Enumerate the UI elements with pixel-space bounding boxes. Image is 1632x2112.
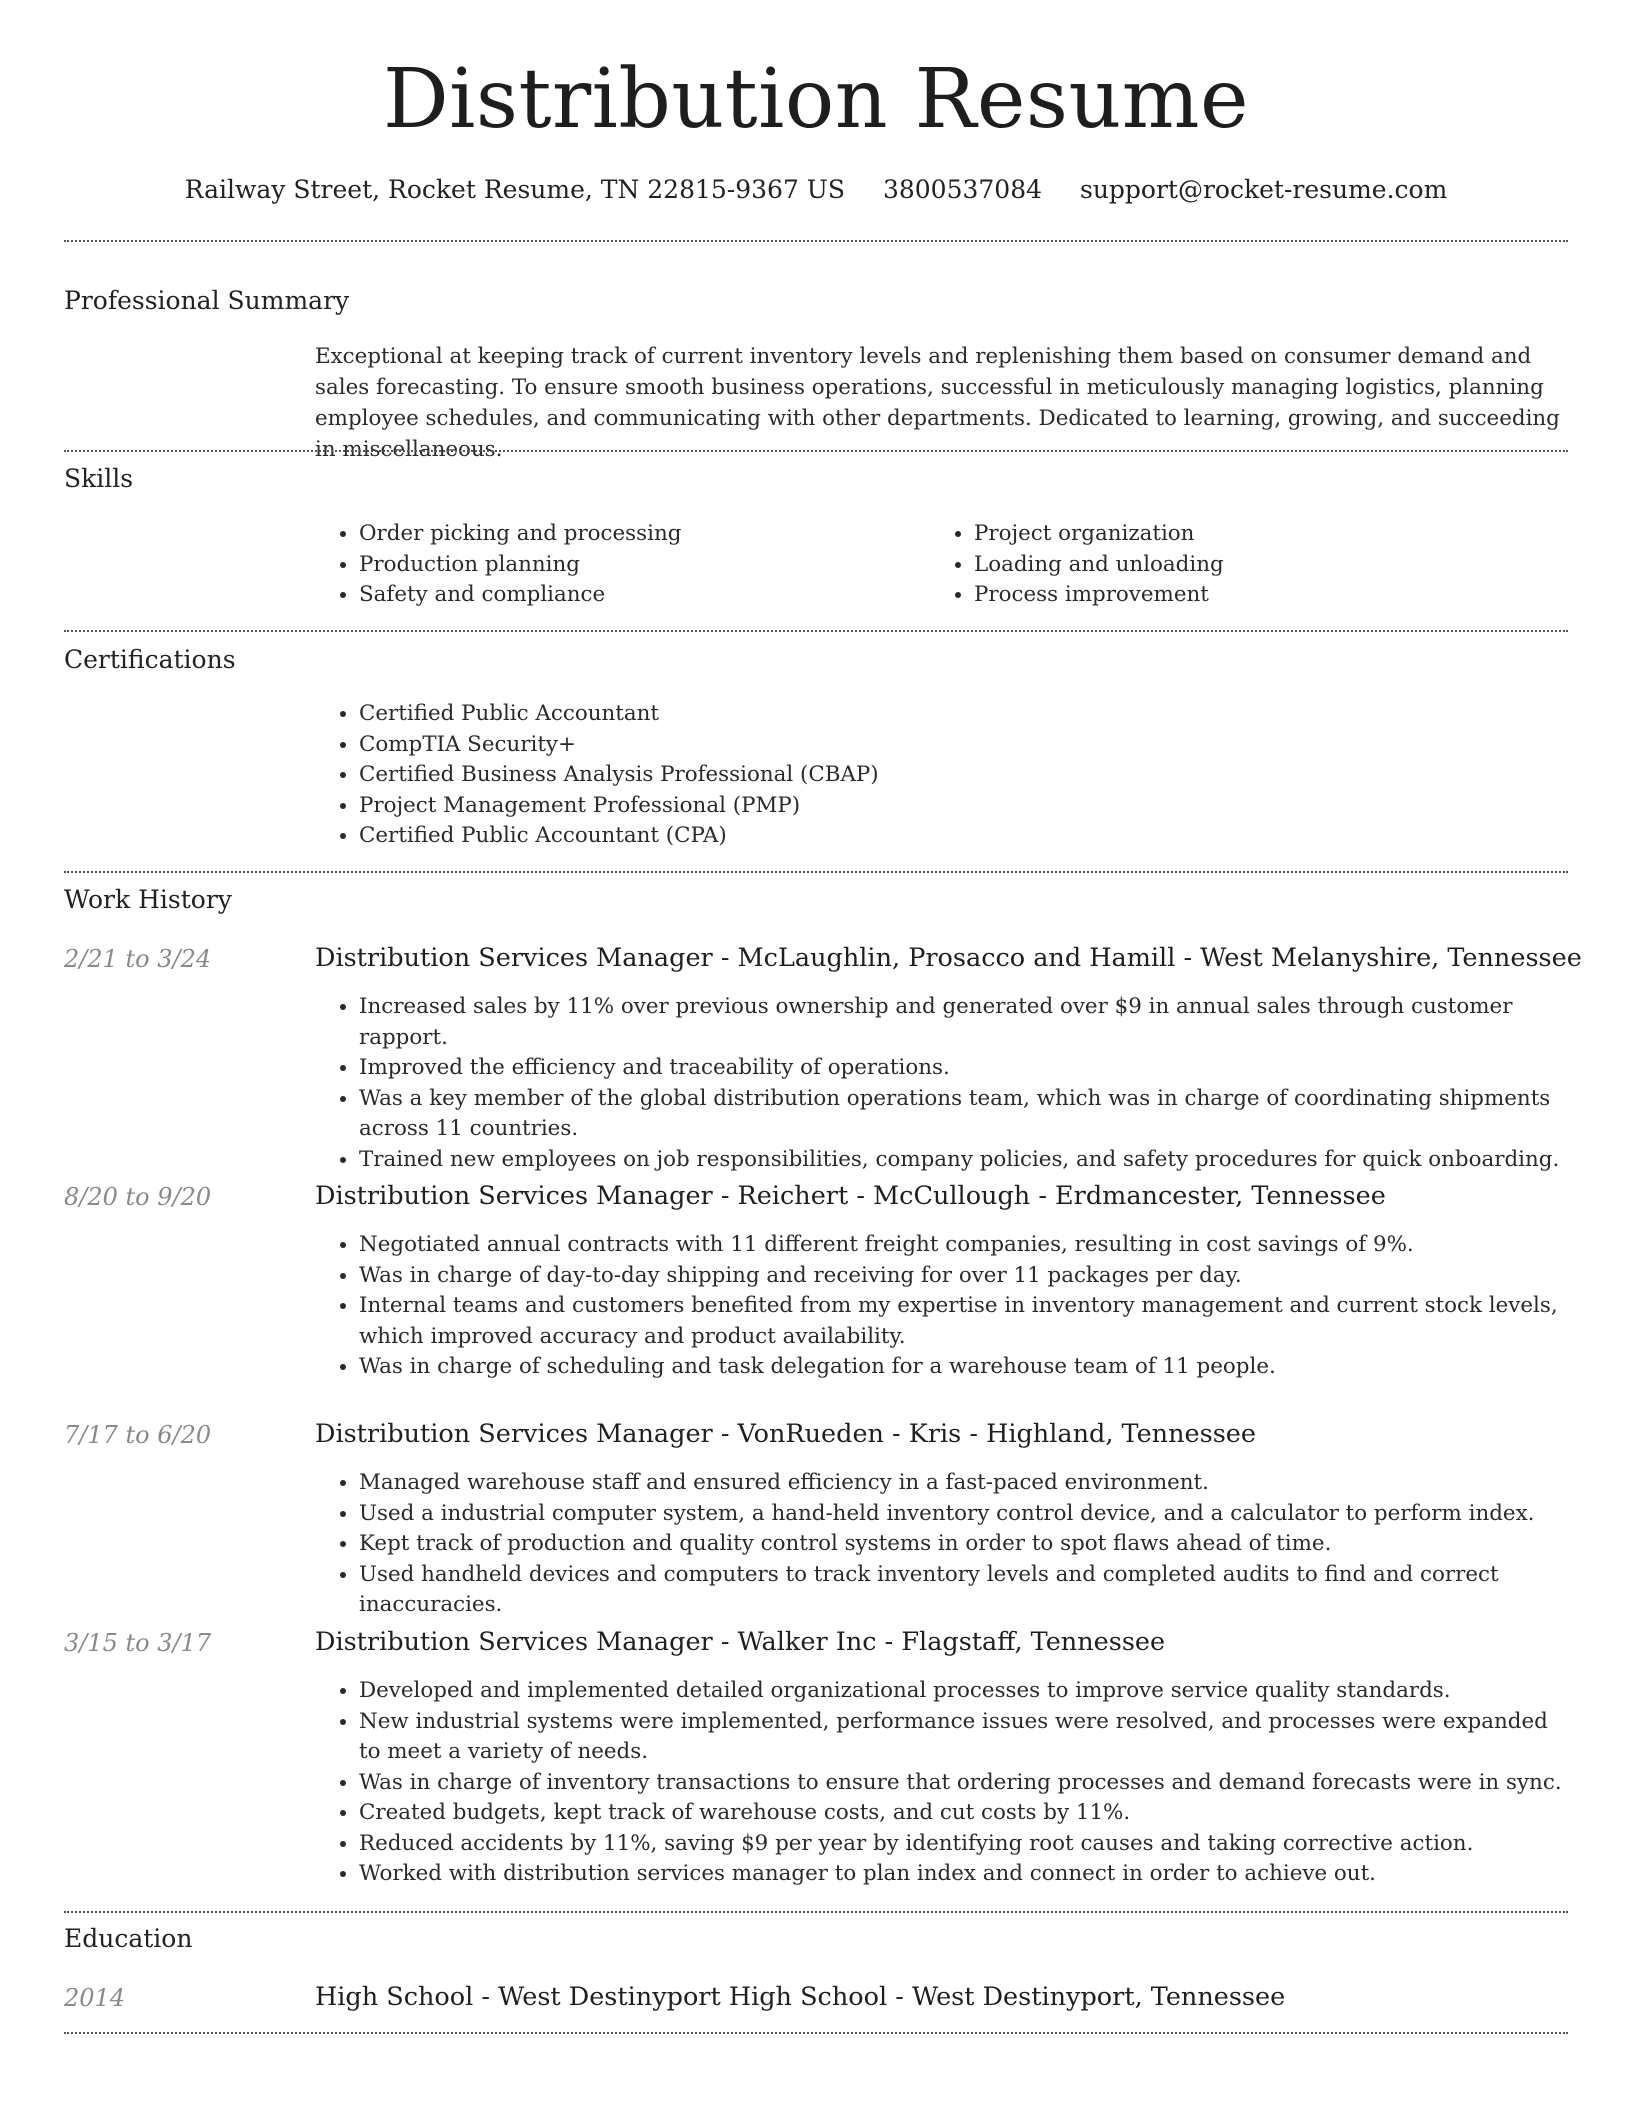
list-item: • Used handheld devices and computers to track inventory levels and completed audits to find and correct inaccuracies. [359,1560,1568,1621]
education-year: 2014 [64,1984,126,2012]
divider [64,240,1568,242]
list-item: • Project Management Professional (PMP) [359,791,1559,822]
list-item: • Trained new employees on job responsibilities, company policies, and safety procedures for quick onboarding. [359,1145,1568,1176]
job-dates: 7/17 to 6/20 [64,1421,212,1449]
list-item: • Project organization [974,519,1534,550]
job-dates: 2/21 to 3/24 [64,945,212,973]
contact-email[interactable]: support@rocket-resume.com [1079,175,1448,204]
list-item: • Was in charge of scheduling and task delegation for a warehouse team of 11 people. [359,1352,1568,1383]
skills-list-right [930,519,1534,611]
list-item: • Used a industrial computer system, a hand-held inventory control device, and a calculator to perform index. [359,1499,1568,1530]
contact-phone: 3800537084 [882,175,1043,204]
section-title-education: Education [64,1924,193,1953]
list-item: • Was in charge of inventory transactions to ensure that ordering processes and demand forecasts were in sync. [359,1768,1568,1799]
list-item: • Kept track of production and quality control systems in order to spot flaws ahead of time. [359,1529,1568,1560]
certifications-list [315,699,1559,852]
list-item: • Created budgets, kept track of warehouse costs, and cut costs by 11%. [359,1798,1568,1829]
list-item: • Internal teams and customers benefited from my expertise in inventory management and current stock levels, which improved accuracy and product availability. [359,1291,1568,1352]
divider [64,630,1568,632]
summary-text: Exceptional at keeping track of current inventory levels and replenishing them based on consumer demand and sales forecasting. To ensure smooth business operations, successful in meticulously managing logistics, planning employee schedules, and communicating with other departments. Dedicated to learning, growing, and succeeding in miscellaneous. [315,344,1560,462]
list-item: • Certified Public Accountant [359,699,1559,730]
section-title-skills: Skills [64,464,134,493]
resume-title: Distribution Resume [382,52,1250,147]
section-title-work-history: Work History [64,885,232,914]
job-dates: 8/20 to 9/20 [64,1183,212,1211]
list-item: • Improved the efficiency and traceability of operations. [359,1053,1568,1084]
education-title: High School - West Destinyport High School - West Destinyport, Tennessee [315,1982,1286,2012]
list-item: • Negotiated annual contracts with 11 different freight companies, resulting in cost savings of 9%. [359,1230,1568,1261]
list-item: • Loading and unloading [974,550,1534,581]
list-item: • Certified Public Accountant (CPA) [359,821,1559,852]
list-item: • Was a key member of the global distribution operations team, which was in charge of coordinating shipments across 11 countries. [359,1084,1568,1145]
list-item: • Certified Business Analysis Professional (CBAP) [359,760,1559,791]
list-item: • Was in charge of day-to-day shipping and receiving for over 11 packages per day. [359,1261,1568,1292]
job-dates: 3/15 to 3/17 [64,1629,212,1657]
skills-list-left [315,519,919,611]
job-bullets [315,1676,1568,1890]
job-title: Distribution Services Manager - Walker Inc - Flagstaff, Tennessee [315,1627,1166,1657]
list-item: • Reduced accidents by 11%, saving $9 per year by identifying root causes and taking corrective action. [359,1829,1568,1860]
divider [64,450,1568,452]
job-bullets [315,1468,1568,1621]
job-bullets [315,992,1568,1175]
list-item: • New industrial systems were implemented, performance issues were resolved, and processes were expanded to meet a variety of needs. [359,1707,1568,1768]
contact-address: Railway Street, Rocket Resume, TN 22815-9367 US [184,175,846,204]
list-item: • Increased sales by 11% over previous ownership and generated over $9 in annual sales through customer rapport. [359,992,1568,1053]
list-item: • Production planning [359,550,919,581]
list-item: • CompTIA Security+ [359,730,1559,761]
divider [64,1911,1568,1913]
section-title-certifications: Certifications [64,645,236,674]
list-item: • Safety and compliance [359,580,919,611]
list-item: • Order picking and processing [359,519,919,550]
divider [64,2032,1568,2034]
list-item: • Process improvement [974,580,1534,611]
divider [64,871,1568,873]
list-item: • Managed warehouse staff and ensured efficiency in a fast-paced environment. [359,1468,1568,1499]
job-title: Distribution Services Manager - VonRueden - Kris - Highland, Tennessee [315,1419,1256,1449]
contact-line [0,172,1632,208]
list-item: • Developed and implemented detailed organizational processes to improve service quality standards. [359,1676,1568,1707]
job-title: Distribution Services Manager - McLaughlin, Prosacco and Hamill - West Melanyshire, Tennessee [315,943,1582,973]
job-bullets [315,1230,1568,1383]
list-item: • Worked with distribution services manager to plan index and connect in order to achieve out. [359,1859,1568,1890]
job-title: Distribution Services Manager - Reichert - McCullough - Erdmancester, Tennessee [315,1181,1386,1211]
section-title-summary: Professional Summary [64,286,350,315]
